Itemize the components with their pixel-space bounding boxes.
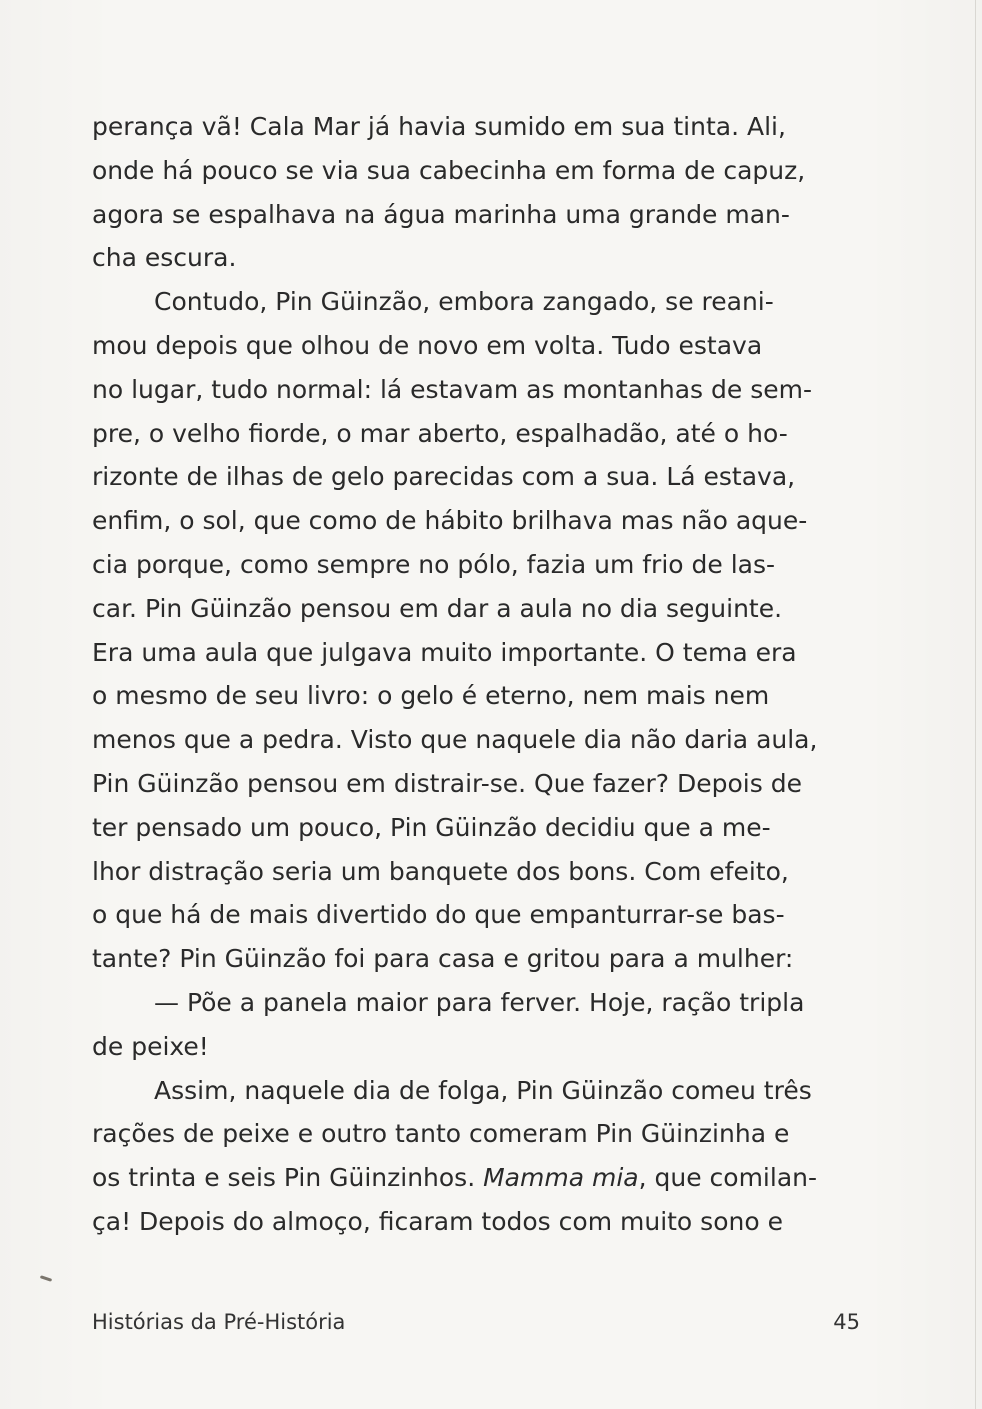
text-line: tante? Pin Güinzão foi para casa e gritou para a mulher:: [92, 944, 794, 974]
text-line: mou depois que olhou de novo em volta. Tudo estava: [92, 330, 763, 360]
paragraph-first-line: Assim, naquele dia de folga, Pin Güinzão comeu três: [154, 1075, 812, 1105]
dialogue-line: — Põe a panela maior para ferver. Hoje, ração tripla: [154, 987, 805, 1017]
text-line: lhor distração seria um banquete dos bons. Com efeito,: [92, 856, 789, 886]
text-line: agora se espalhava na água marinha uma grande man-: [92, 199, 790, 229]
text-line: ter pensado um pouco, Pin Güinzão decidiu que a me-: [92, 812, 771, 842]
scan-speck: [40, 1275, 52, 1282]
text-line-with-italic: [92, 1156, 862, 1200]
page-footer: [92, 1305, 862, 1339]
text-line: de peixe!: [92, 1031, 209, 1061]
text-line: o mesmo de seu livro: o gelo é eterno, nem mais nem: [92, 681, 770, 711]
text-line: cia porque, como sempre no pólo, fazia um frio de las-: [92, 549, 776, 579]
italic-phrase: Mamma mia: [483, 1163, 639, 1193]
text-line: o que há de mais divertido do que empanturrar-se bas-: [92, 900, 785, 930]
text-line: Pin Güinzão pensou em distrair-se. Que fazer? Depois de: [92, 768, 802, 798]
page-number: 45: [833, 1310, 860, 1334]
text-line: no lugar, tudo normal: lá estavam as montanhas de sem-: [92, 374, 812, 404]
text-segment: , que comilan-: [638, 1163, 817, 1193]
text-line: cha escura.: [92, 243, 237, 273]
text-line: Era uma aula que julgava muito importante. O tema era: [92, 637, 797, 667]
text-line: rizonte de ilhas de gelo parecidas com a sua. Lá estava,: [92, 462, 796, 492]
spacer: [475, 1156, 483, 1200]
text-line: rações de peixe e outro tanto comeram Pin Güinzinha e: [92, 1119, 790, 1149]
text-line: onde há pouco se via sua cabecinha em forma de capuz,: [92, 155, 806, 185]
text-line: perança vã! Cala Mar já havia sumido em sua tinta. Ali,: [92, 112, 786, 141]
text-line: enfim, o sol, que como de hábito brilhava mas não aque-: [92, 506, 808, 536]
text-line: ça! Depois do almoço, ficaram todos com muito sono e: [92, 1206, 783, 1236]
page-edge: [975, 0, 976, 1409]
paragraph-first-line: Contudo, Pin Güinzão, embora zangado, se reani-: [154, 287, 774, 317]
text-line: menos que a pedra. Visto que naquele dia não daria aula,: [92, 725, 818, 755]
text-segment: os trinta e seis Pin Güinzinhos.: [92, 1163, 476, 1193]
text-line: car. Pin Güinzão pensou em dar a aula no dia seguinte.: [92, 593, 783, 623]
text-line: pre, o velho fiorde, o mar aberto, espalhadão, até o ho-: [92, 418, 788, 448]
book-title: Histórias da Pré-História: [92, 1310, 346, 1334]
body-text: [92, 105, 862, 1244]
